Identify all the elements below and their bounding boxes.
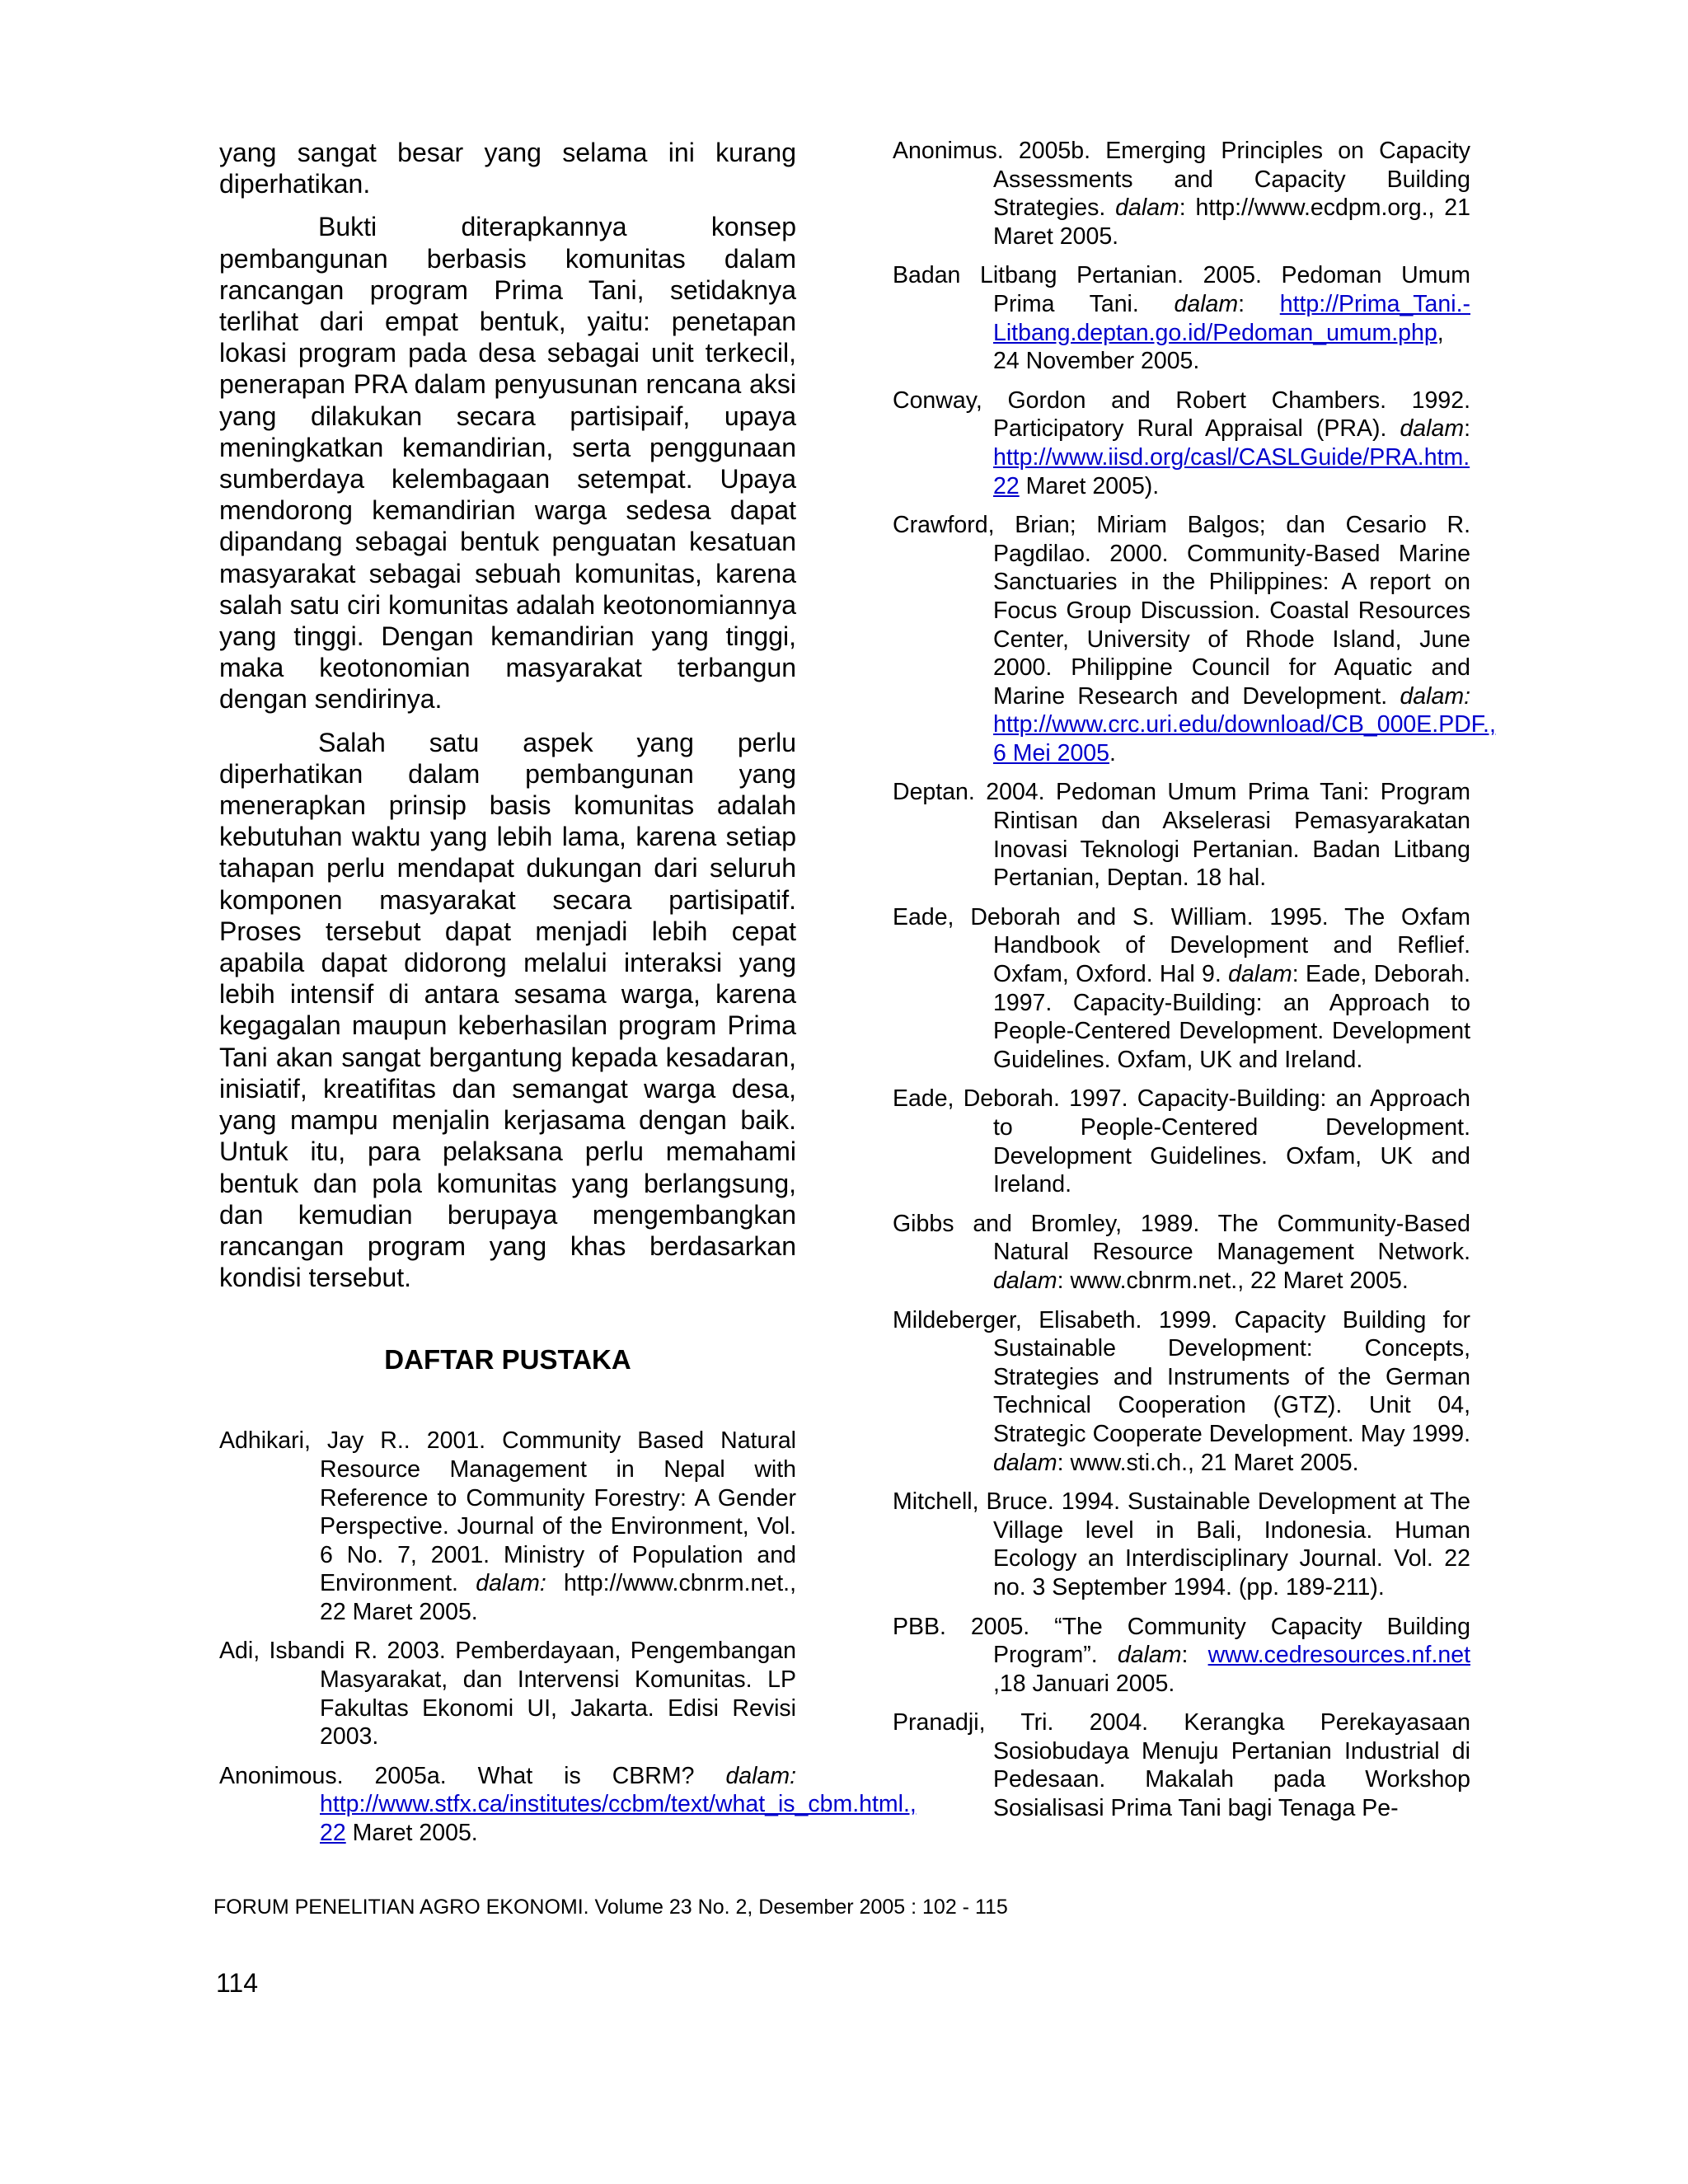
ref-dalam: dalam: [476, 1570, 546, 1597]
ref-text: Anonimous. 2005a. What is CBRM? [219, 1762, 726, 1789]
ref-text: : www.sti.ch., 21 Maret 2005. [1057, 1449, 1359, 1476]
reference-anonimus-2005b [893, 137, 1470, 251]
ref-text: Adi, Isbandi R. 2003. Pemberdayaan, Pengembangan Masyarakat, dan Intervensi Komunitas. LP Fakultas Ekonomi UI, Jakarta. Edisi Revisi 2003. [219, 1638, 796, 1750]
reference-mildeberger [893, 1306, 1470, 1478]
ref-dalam: dalam: [725, 1762, 796, 1789]
ref-text: Eade, Deborah. 1997. Capacity-Building: an Approach to People-Centered Development. Development Guidelines. Oxfam, UK and Ireland. [893, 1085, 1470, 1198]
reference-pranadji [893, 1708, 1470, 1822]
ref-text: Pranadji, Tri. 2004. Kerangka Perekayasaan Sosiobudaya Menuju Pertanian Industrial di Pedesaan. Makalah pada Workshop Sosialisasi Prima Tani bagi Tenaga Pe- [893, 1709, 1470, 1822]
reference-eade-1997 [893, 1085, 1470, 1198]
body-paragraph-2: Bukti diterapkannya konsep pembangunan berbasis komunitas dalam rancangan program Prima Tani, setidaknya terlihat dari empat bentuk, yaitu: penetapan lokasi program pada desa sebagai unit terkecil, penerapan PRA dalam penyusunan rencana aksi yang dilakukan secara partisipaif, upaya meningkatkan kemandirian, serta penggunaan sumberdaya kelembagaan setempat. Upaya mendorong kemandirian warga sedesa dapat dipandang sebagai bentuk penguatan kesatuan masyarakat sebagai sebuah komunitas, karena salah satu ciri komunitas adalah keotonomiannya yang tinggi. Dengan kemandirian yang tinggi, maka keotonomian masyarakat terbangun dengan sendirinya. [219, 212, 796, 715]
body-paragraph-3: Salah satu aspek yang perlu diperhatikan dalam pembangunan yang menerapkan prinsip basis komunitas adalah kebutuhan waktu yang lebih lama, karena setiap tahapan perlu mendapat dukungan dari seluruh komponen masyarakat secara partisipatif. Proses tersebut dapat menjadi lebih cepat apabila dapat didorong melalui interaksi yang lebih intensif di antara sesama warga, karena kegagalan maupun keberhasilan program Prima Tani akan sangat bergantung kepada kesadaran, inisiatif, kreatifitas dan semangat warga desa, yang mampu menjalin kerjasama dengan baik. Untuk itu, para pelaksana perlu memahami bentuk dan pola komunitas yang berlangsung, dan kemudian berupaya mengembangkan rancangan program yang khas berdasarkan kondisi tersebut. [219, 727, 796, 1293]
ref-text: Crawford, Brian; Miriam Balgos; dan Cesario R. Pagdilao. 2000. Community-Based Marine Sanctuaries in the Philippines: A report on Focus Group Discussion. Coastal Resources Center, University of Rhode Island, June 2000. Philippine Council for Aquatic and Marine Research and Development. [893, 512, 1470, 710]
ref-text: Mildeberger, Elisabeth. 1999. Capacity Building for Sustainable Development: Concepts, Strategies and Instruments of the German Technical Cooperation (GTZ). Unit 04, Strategic Cooperate Development. May 1999. [893, 1306, 1470, 1447]
reference-conway [893, 387, 1470, 500]
ref-link[interactable]: http://Prima_Tani.-Litbang.deptan.go.id/Pedoman_umum.php [993, 290, 1470, 346]
ref-dalam: dalam [1400, 415, 1465, 443]
ref-dalam: dalam [993, 1449, 1057, 1476]
ref-link[interactable]: http://www.iisd.org/casl/CASLGuide/PRA.htm. 22 [993, 443, 1470, 499]
ref-text: Mitchell, Bruce. 1994. Sustainable Development at The Village level in Bali, Indonesia. Human Ecology an Interdisciplinary Journal. Vol. 22 no. 3 September 1994. (pp. 189-211). [893, 1488, 1470, 1601]
ref-dalam: dalam [1115, 194, 1179, 222]
reference-pbb [893, 1613, 1470, 1699]
reference-deptan [893, 778, 1470, 892]
ref-text: : [1181, 1642, 1208, 1669]
ref-text: http://www.cbnrm.net., 22 Maret 2005. [320, 1570, 796, 1625]
ref-text: , 24 November 2005. [993, 319, 1444, 375]
ref-text: Badan Litbang Pertanian. 2005. Pedoman Umum Prima Tani. [893, 262, 1470, 317]
reference-adhikari [219, 1427, 796, 1626]
ref-text: Anonimus. 2005b. Emerging Principles on Capacity Assessments and Capacity Building Strategies. [893, 138, 1470, 222]
ref-link[interactable]: www.cedresources.nf.net [1207, 1642, 1470, 1669]
ref-text: Gibbs and Bromley, 1989. The Community-Based Natural Resource Management Network. [893, 1210, 1470, 1266]
ref-text: : www.cbnrm.net., 22 Maret 2005. [1057, 1267, 1409, 1294]
reference-anonimous-2005a [219, 1762, 917, 1848]
right-column [893, 137, 1496, 1834]
ref-text: Conway, Gordon and Robert Chambers. 1992. Participatory Rural Appraisal (PRA). [893, 387, 1470, 443]
reference-adi [219, 1637, 796, 1750]
ref-text: ,18 Januari 2005. [993, 1670, 1175, 1697]
ref-text: : [1464, 415, 1470, 443]
ref-text: : [1238, 290, 1280, 317]
body-paragraph-1: yang sangat besar yang selama ini kurang diperhatikan. [219, 138, 796, 199]
reference-eade-1995 [893, 903, 1470, 1075]
left-column [219, 137, 917, 1858]
reference-mitchell [893, 1488, 1470, 1601]
ref-dalam: dalam [1228, 961, 1292, 988]
ref-text: Adhikari, Jay R.. 2001. Community Based Natural Resource Management in Nepal with Reference to Community Forestry: A Gender Perspective. Journal of the Environment, Vol. 6 No. 7, 2001. Ministry of Population and Environment. [219, 1427, 796, 1597]
ref-text: Eade, Deborah and S. William. 1995. The Oxfam Handbook of Development and Reflief. Oxfam, Oxford. Hal 9. [893, 903, 1470, 988]
page-number: 114 [216, 1968, 259, 1998]
ref-text: PBB. 2005. “The Community Capacity Building Program”. [893, 1613, 1470, 1669]
ref-dalam: dalam [1174, 290, 1239, 317]
ref-link[interactable]: http://www.stfx.ca/institutes/ccbm/text/what_is_cbm.html., 22 [320, 1791, 917, 1847]
reference-badan-litbang [893, 261, 1470, 375]
ref-text: . [1109, 739, 1116, 766]
ref-text: Maret 2005). [1019, 472, 1160, 499]
reference-crawford [893, 511, 1496, 767]
reference-gibbs [893, 1210, 1470, 1296]
ref-text: Deptan. 2004. Pedoman Umum Prima Tani: Program Rintisan dan Akselerasi Pemasyarakatan Inovasi Teknologi Pertanian. Badan Litbang Pertanian, Deptan. 18 hal. [893, 779, 1470, 892]
ref-text: : http://www.ecdpm.org., 21 Maret 2005. [993, 194, 1471, 250]
ref-dalam: dalam [1117, 1642, 1182, 1669]
ref-text: Maret 2005. [345, 1820, 478, 1847]
journal-footer: FORUM PENELITIAN AGRO EKONOMI. Volume 23 No. 2, Desember 2005 : 102 - 115 [213, 1896, 1008, 1919]
ref-link[interactable]: http://www.crc.uri.edu/download/CB_000E.PDF., 6 Mei 2005 [993, 711, 1496, 766]
ref-dalam: dalam [993, 1267, 1057, 1294]
section-heading: DAFTAR PUSTAKA [384, 1344, 631, 1376]
ref-text: : Eade, Deborah. 1997. Capacity-Building: an Approach to People-Centered Development. Development Guidelines. Oxfam, UK and Ireland. [993, 961, 1470, 1073]
ref-dalam: dalam: [1400, 682, 1470, 710]
